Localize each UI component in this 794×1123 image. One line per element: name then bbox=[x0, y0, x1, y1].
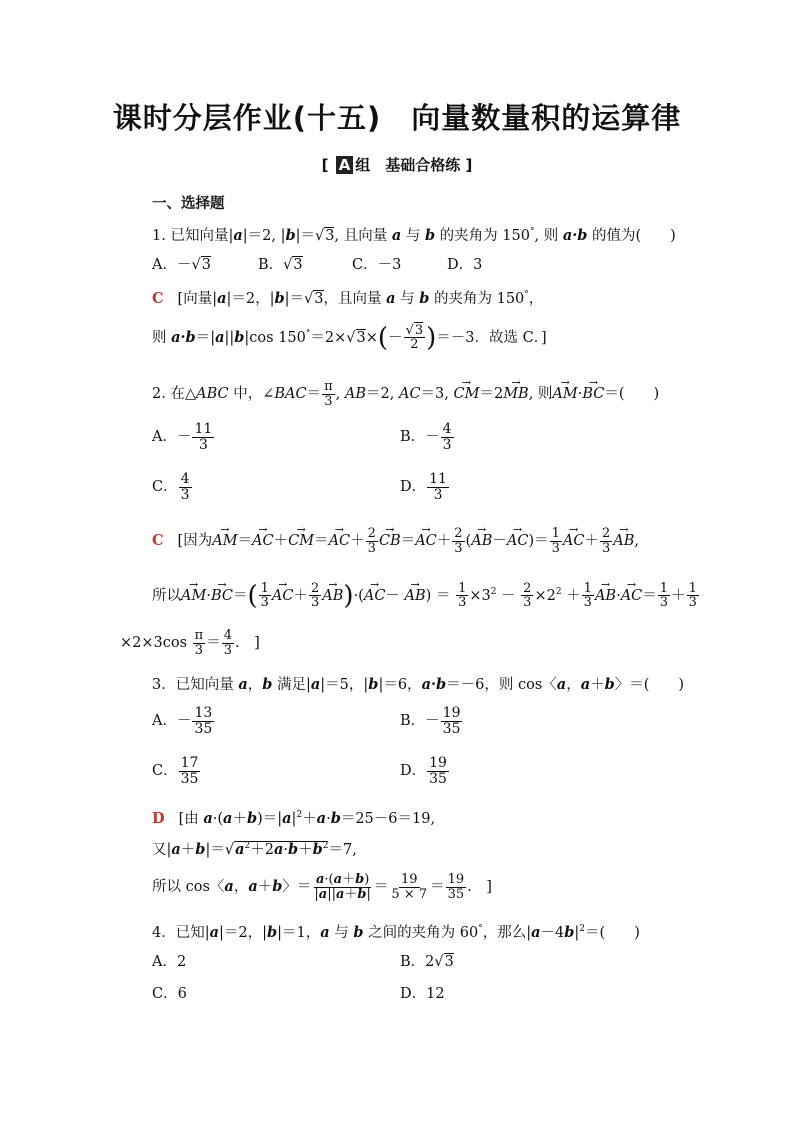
q1-option-c: C．－3 bbox=[352, 257, 402, 273]
question-3-stem: 3．已知向量 a，b 满足|a|＝5，|b|＝6，a·b＝－6，则 cos〈a，a＋b〉＝( ) bbox=[152, 676, 685, 693]
q4-option-c: C．6 bbox=[152, 986, 187, 1002]
q3-explanation-2: 又$|a+b|=√a^2+2a\cdot b+b^2=7$, bbox=[152, 840, 357, 858]
page-title: 课时分层作业(十五) 向量数量积的运算律 bbox=[112, 101, 682, 135]
q3-option-b: B．－ $\frac{19}{35}$ bbox=[400, 705, 461, 737]
q2-option-d: D． $\frac{11}{3}$ bbox=[400, 471, 447, 503]
question-2-stem: 2. 在△ABC 中，∠BAC＝ $\frac{\pi}{3}$ , AB＝2, AC＝3, → CM＝2→ MB, 则→ AM·→ BC＝( ) bbox=[152, 380, 659, 408]
q3-option-c: C． $\frac{17}{35}$ bbox=[152, 755, 199, 787]
q3-option-a: A．－ $\frac{13}{35}$ bbox=[152, 705, 213, 737]
q2-explanation-2: 所以→ AM·→ BC＝( $\frac{1}{3}$ → AC＋ $\frac{2}{3}$ → AB)·(→ AC－ → AB) ＝ $\frac{1}{3}$ $\times 3^2$ － $\frac{2}{3}$ $\times 2^2$ ＋ $\frac{1}{3}$ → AB·→ AC＝ $\frac{1}{3}$ ＋ $\frac{1}{3}$ bbox=[152, 575, 700, 613]
q1-explanation-1: C [向量|a|＝2，|b|＝√3，且向量 a 与 b 的夹角为 150°， bbox=[152, 289, 544, 307]
q4-option-b: B．2√3 bbox=[400, 954, 454, 970]
question-4-stem: 4．已知|a|＝2，|b|＝1，a 与 b 之间的夹角为 60°，那么$|a-4b|^2=$( ) bbox=[152, 923, 640, 941]
q3-option-d: D． $\frac{19}{35}$ bbox=[400, 755, 447, 787]
q2-explanation-1: C [因为→ AM＝→ AC＋→ CM＝→ AC＋ $\frac{2}{3}$ → CB＝→ AC＋ $\frac{2}{3}$ (→ AB－→ AC)＝ $\frac{1}{3}$ → AC＋ $\frac{2}{3}$ → AB, bbox=[152, 526, 639, 556]
q3-answer: D bbox=[152, 809, 165, 827]
q2-option-a: A．－ $\frac{11}{3}$ bbox=[152, 421, 213, 453]
q1-option-b: B．√3 bbox=[258, 257, 303, 273]
q4-option-d: D．12 bbox=[400, 986, 445, 1002]
q1-explanation-2: 则 a·b＝|a||b|cos 150°＝2×√3×(－ $\frac{√3}{2}$ )＝－3．故选 C．] bbox=[152, 322, 547, 353]
group-heading: [ A 组 基础合格练 ] bbox=[321, 156, 473, 174]
q2-option-b: B．－ $\frac{4}{3}$ bbox=[400, 421, 452, 453]
q1-answer: C bbox=[152, 289, 164, 307]
section-heading: 一、选择题 bbox=[152, 196, 225, 212]
question-1-stem: 1. 已知向量|a|＝2, |b|＝√3, 且向量 a 与 b 的夹角为 150°, 则 a·b 的值为( ) bbox=[152, 226, 676, 244]
group-badge: A bbox=[336, 156, 354, 174]
q3-explanation-1: D [由 $a\cdot(a+b)=|a|^2+a\cdot b=25-6=19$, bbox=[152, 809, 436, 827]
q2-answer: C bbox=[152, 532, 164, 549]
q1-option-d: D．3 bbox=[447, 257, 483, 273]
q2-explanation-3: ×2×3cos $\frac{\pi}{3}$ ＝ $\frac{4}{3}$ . ] bbox=[120, 627, 260, 658]
q1-option-a: A．－√3 bbox=[152, 257, 211, 273]
q3-explanation-3: 所以 cos〈a，a＋b〉＝ $\frac{a\cdot(a+b)}{|a||a+b|}$ ＝ $\frac{19}{5 \times 7}$ ＝ $\frac{19}{35}$ . ] bbox=[152, 871, 492, 902]
q2-option-c: C． $\frac{4}{3}$ bbox=[152, 471, 190, 503]
q4-option-a: A．2 bbox=[152, 954, 187, 970]
